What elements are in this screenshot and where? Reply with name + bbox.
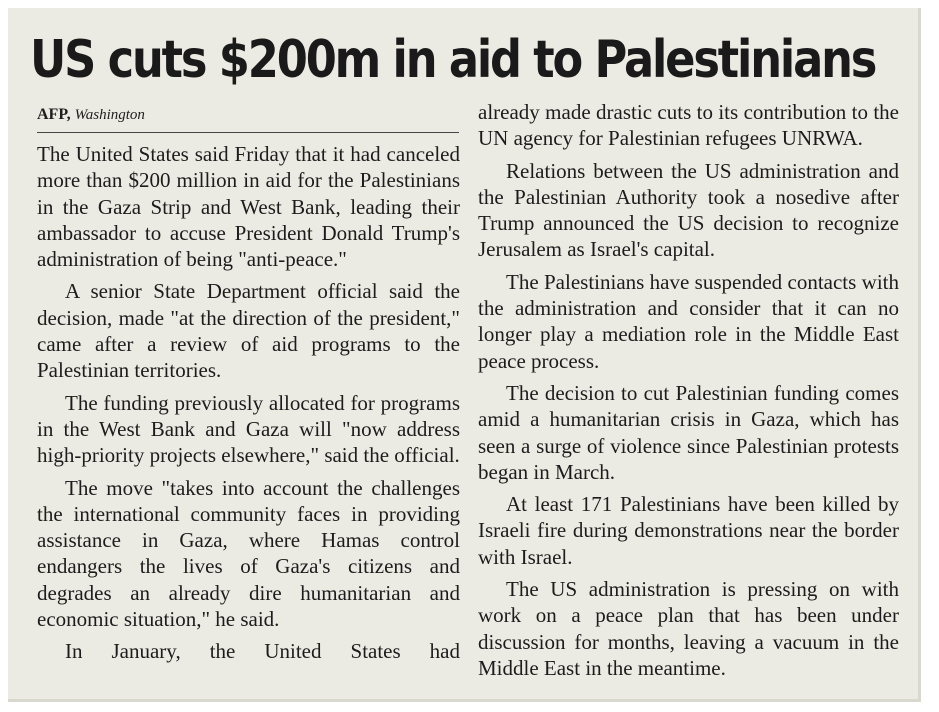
paragraph: The US administration is pressing on with work on a peace plan that has been under discussion for months, leaving a vacuum in the Middle East in the meantime. bbox=[478, 577, 899, 680]
byline-place: Washington bbox=[74, 107, 145, 123]
paragraph: A senior State Department official said the decision, made "at the direction of the president," came after a review of aid programs to the Palestinian territories. bbox=[37, 279, 460, 383]
byline-agency: AFP, bbox=[37, 106, 71, 123]
paragraph: At least 171 Palestinians have been killed by Israeli fire during demonstrations near the border with Israel. bbox=[478, 492, 899, 569]
paragraph: The decision to cut Palestinian funding comes amid a humanitarian crisis in Gaza, which has seen a surge of violence since Palestinian protests began in March. bbox=[478, 380, 899, 484]
paragraph: The Palestinians have suspended contacts with the administration and consider that it can no longer play a mediation role in the Middle East peace process. bbox=[478, 269, 899, 373]
paragraph: In January, the United States had bbox=[65, 639, 460, 664]
paragraph: The move "takes into account the challenges the international community faces in providing assistance in Gaza, where Hamas control endangers the lives of Gaza's citizens and degrades an already dire humanitarian and economic situation," he said. bbox=[37, 475, 460, 632]
paragraph: The United States said Friday that it had canceled more than $200 million in aid for the Palestinians in the Gaza Strip and West Bank, leading their ambassador to accuse President Donald Trump's administration of being "anti-peace." bbox=[37, 142, 460, 272]
paragraph: already made drastic cuts to its contribution to the UN agency for Palestinian refugees UNRWA. bbox=[478, 100, 899, 151]
headline: US cuts $200m in aid to Palestinians bbox=[30, 30, 876, 90]
byline-rule bbox=[37, 132, 459, 133]
paragraph: Relations between the US administration and the Palestinian Authority took a nosedive after Trump announced the US decision to recognize Jerusalem as Israel's capital. bbox=[478, 158, 899, 262]
newspaper-clipping bbox=[8, 8, 921, 702]
article-column-2 bbox=[478, 99, 899, 681]
article-column-1 bbox=[37, 141, 460, 665]
byline bbox=[37, 106, 145, 124]
paragraph: The funding previously allocated for programs in the West Bank and Gaza will "now address high-priority projects elsewhere," said the official. bbox=[37, 390, 460, 468]
